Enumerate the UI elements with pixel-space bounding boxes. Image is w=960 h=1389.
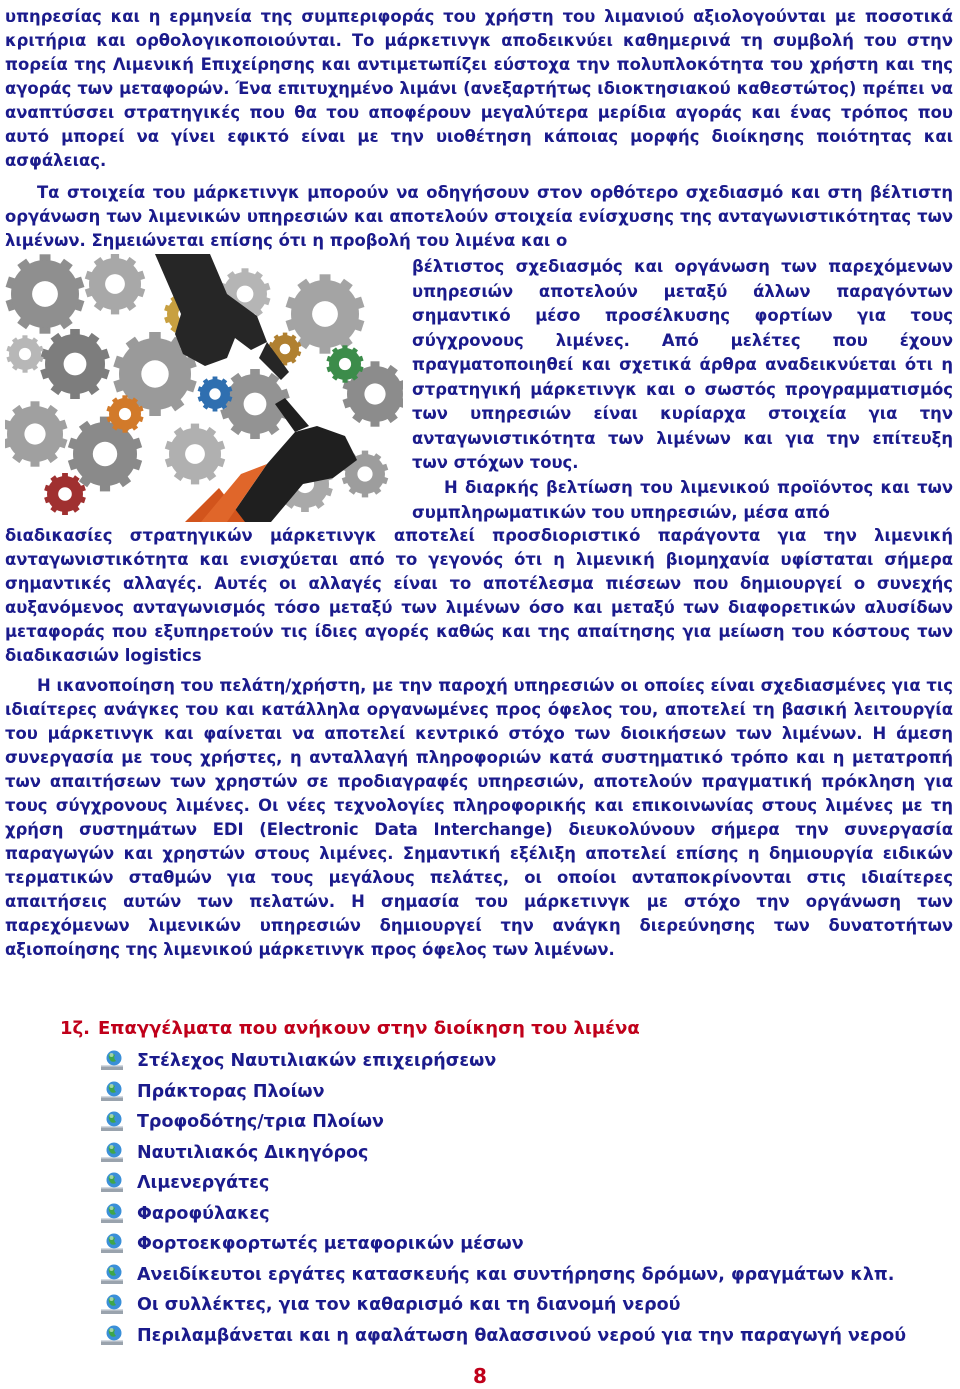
paragraph-top: υπηρεσίας και η ερμηνεία της συμπεριφοράς του χρήστη του λιμανιού αξιολογούνται με ποσοτικά κριτήρια και ορθολογικοποιούνται. Το μάρκετινγκ αποδεικνύει καθημερινά τη συμβολή του στην πορεία της Λιμενική Επιχείρησης και αντιμετωπίζει εύστοχα την πολυπλοκότητα του χρήστη και της αγοράς των μεταφορών. Ένα επιτυχημένο λιμάνι (ανεξαρτήτως ιδιοκτησιακού καθεστώτος) πρέπει να αναπτύσσει στρατηγικές που θα του αποφέρουν μεγαλύτερα μερίδια αγοράς και ένας τρόπος που αυτό μπορεί να γίνει εφικτό είναι με την υιοθέτηση κάποιας μορφής διοίκησης ποιότητας και ασφάλειας. [5, 7, 953, 170]
profession-item [100, 1321, 906, 1352]
profession-item [100, 1046, 906, 1077]
profession-item [100, 1107, 906, 1138]
paragraph-improvement-start: Η διαρκής βελτίωση του λιμενικού προϊόντος και των συμπληρωματικών του υπηρεσιών, μέσα από [412, 478, 953, 522]
globe-bullet-icon [100, 1171, 126, 1193]
profession-label: Ναυτιλιακός Δικηγόρος [137, 1142, 369, 1163]
profession-label: Φαροφύλακες [137, 1203, 270, 1224]
globe-bullet-icon [100, 1293, 126, 1315]
profession-item [100, 1077, 906, 1108]
section-title: Επαγγέλματα που ανήκουν στην διοίκηση του λιμένα [98, 1018, 640, 1039]
profession-label: Λιμενεργάτες [137, 1173, 270, 1193]
gears-and-hands-image [5, 254, 403, 522]
globe-bullet-icon [100, 1202, 126, 1224]
profession-label: Περιλαμβάνεται και η αφαλάτωση θαλασσινού νερού για την παραγωγή νερού [137, 1325, 907, 1346]
profession-item [100, 1199, 906, 1230]
profession-label: Ανειδίκευτοι εργάτες κατασκευής και συντήρησης δρόμων, φραγμάτων κλπ. [137, 1264, 895, 1285]
section-heading [60, 1018, 640, 1039]
profession-item [100, 1168, 906, 1199]
profession-label: Οι συλλέκτες, για τον καθαρισμό και τη διανομή νερού [137, 1295, 681, 1315]
globe-bullet-icon [100, 1232, 126, 1254]
page-number: 8 [473, 1364, 487, 1388]
profession-item [100, 1138, 906, 1169]
profession-label: Τροφοδότης/τρια Πλοίων [137, 1112, 384, 1132]
paragraph-customer: Η ικανοποίηση του πελάτη/χρήστη, με την παροχή υπηρεσιών οι οποίες είναι σχεδιασμένες για τις ιδιαίτερες ανάγκες του και κατάλληλα οργανωμένες προς όφελος του, αποτελεί τη βασική λειτουργία του μάρκετινγκ και φαίνεται να αποτελεί κεντρικό στόχο των διοικήσεων των λιμένων. Η άμεση συνεργασία με τους χρήστες, η ανταλλαγή πληροφοριών κατά συστηματικό τρόπο και η μετατροπή των απαιτήσεων των χρηστών σε προδιαγραφές υπηρεσιών, αποτελούν πραγματική πρόκληση για τους σύγχρονους λιμένες. Οι νέες τεχνολογίες πληροφορικής και επικοινωνίας στους λιμένες με τη χρήση συστημάτων EDI (Electronic Data Interchange) διευκολύνουν σήμερα την συνεργασία παραγωγών και χρηστών στους λιμένες. Σημαντική εξέλιξη αποτελεί επίσης η δημιουργία ειδικών τερματικών σταθμών για τους μεγάλους πελάτες, οι οποίοι ανταποκρίνονται στις ιδιαίτερες απαιτήσεις αυτών των πελατών. Η σημασία του μάρκετινγκ με στόχο την οργάνωση των παρεχόμενων λιμενικών υπηρεσιών δημιουργεί την ανάγκη διερεύνησης των δυνατοτήτων αξιοποίησης της λιμενικού μάρκετινγκ προς όφελος των λιμένων. [5, 676, 953, 959]
profession-item [100, 1229, 906, 1260]
profession-item [100, 1260, 906, 1291]
gears-illustration [5, 254, 403, 522]
profession-label: Πράκτορας Πλοίων [137, 1081, 325, 1102]
globe-bullet-icon [100, 1049, 126, 1071]
profession-label: Στέλεχος Ναυτιλιακών επιχειρήσεων [137, 1051, 497, 1071]
paragraph-float: βέλτιστος σχεδιασμός και οργάνωση των παρεχόμενων υπηρεσιών αποτελούν μεταξύ άλλων παραγόντων σημαντικό μέσο προσέλκυσης φορτίων για τους σύγχρονους λιμένες. Από μελέτες που έχουν πραγματοποιηθεί και σχετικά άρθρα αναδεικνύεται ότι η στρατηγική μάρκετινγκ και ο σωστός προγραμματισμός των υπηρεσιών είναι κυρίαρχα στοιχεία για την ανταγωνιστικότητα των λιμένων και για την επίτευξη των στόχων τους. [412, 257, 953, 472]
globe-bullet-icon [100, 1080, 126, 1102]
globe-bullet-icon [100, 1324, 126, 1346]
paragraph-improvement-rest: διαδικασίες στρατηγικών μάρκετινγκ αποτελεί προσδιοριστικό παράγοντα για την λιμενική ανταγωνιστικότητα και ενισχύεται από το γεγονός ότι η λιμενική βιομηχανία υφίσταται σήμερα σημαντικές αλλαγές. Αυτές οι αλλαγές είναι το αποτέλεσμα πιέσεων που δημιουργεί ο συνεχής αυξανόμενος ανταγωνισμός τόσο μεταξύ των λιμένων όσο και μεταξύ των διαφορετικών αλυσίδων μεταφοράς που εξυπηρετούν τις ίδιες αγορές καθώς και της απαίτησης για μείωση του κόστους των διαδικασιών logistics [5, 526, 953, 665]
professions-list [100, 1046, 906, 1351]
profession-label: Φορτοεκφορτωτές μεταφορικών μέσων [137, 1234, 524, 1254]
section-number: 1ζ. [60, 1018, 90, 1039]
paragraph-marketing: Τα στοιχεία του μάρκετινγκ μπορούν να οδηγήσουν στον ορθότερο σχεδιασμό και στη βέλτιστη οργάνωση των λιμενικών υπηρεσιών και αποτελούν στοιχεία ενίσχυσης της ανταγωνιστικότητας των λιμένων. Σημειώνεται επίσης ότι η προβολή του λιμένα και ο [5, 183, 953, 250]
globe-bullet-icon [100, 1110, 126, 1132]
globe-bullet-icon [100, 1263, 126, 1285]
globe-bullet-icon [100, 1141, 126, 1163]
profession-item [100, 1290, 906, 1321]
